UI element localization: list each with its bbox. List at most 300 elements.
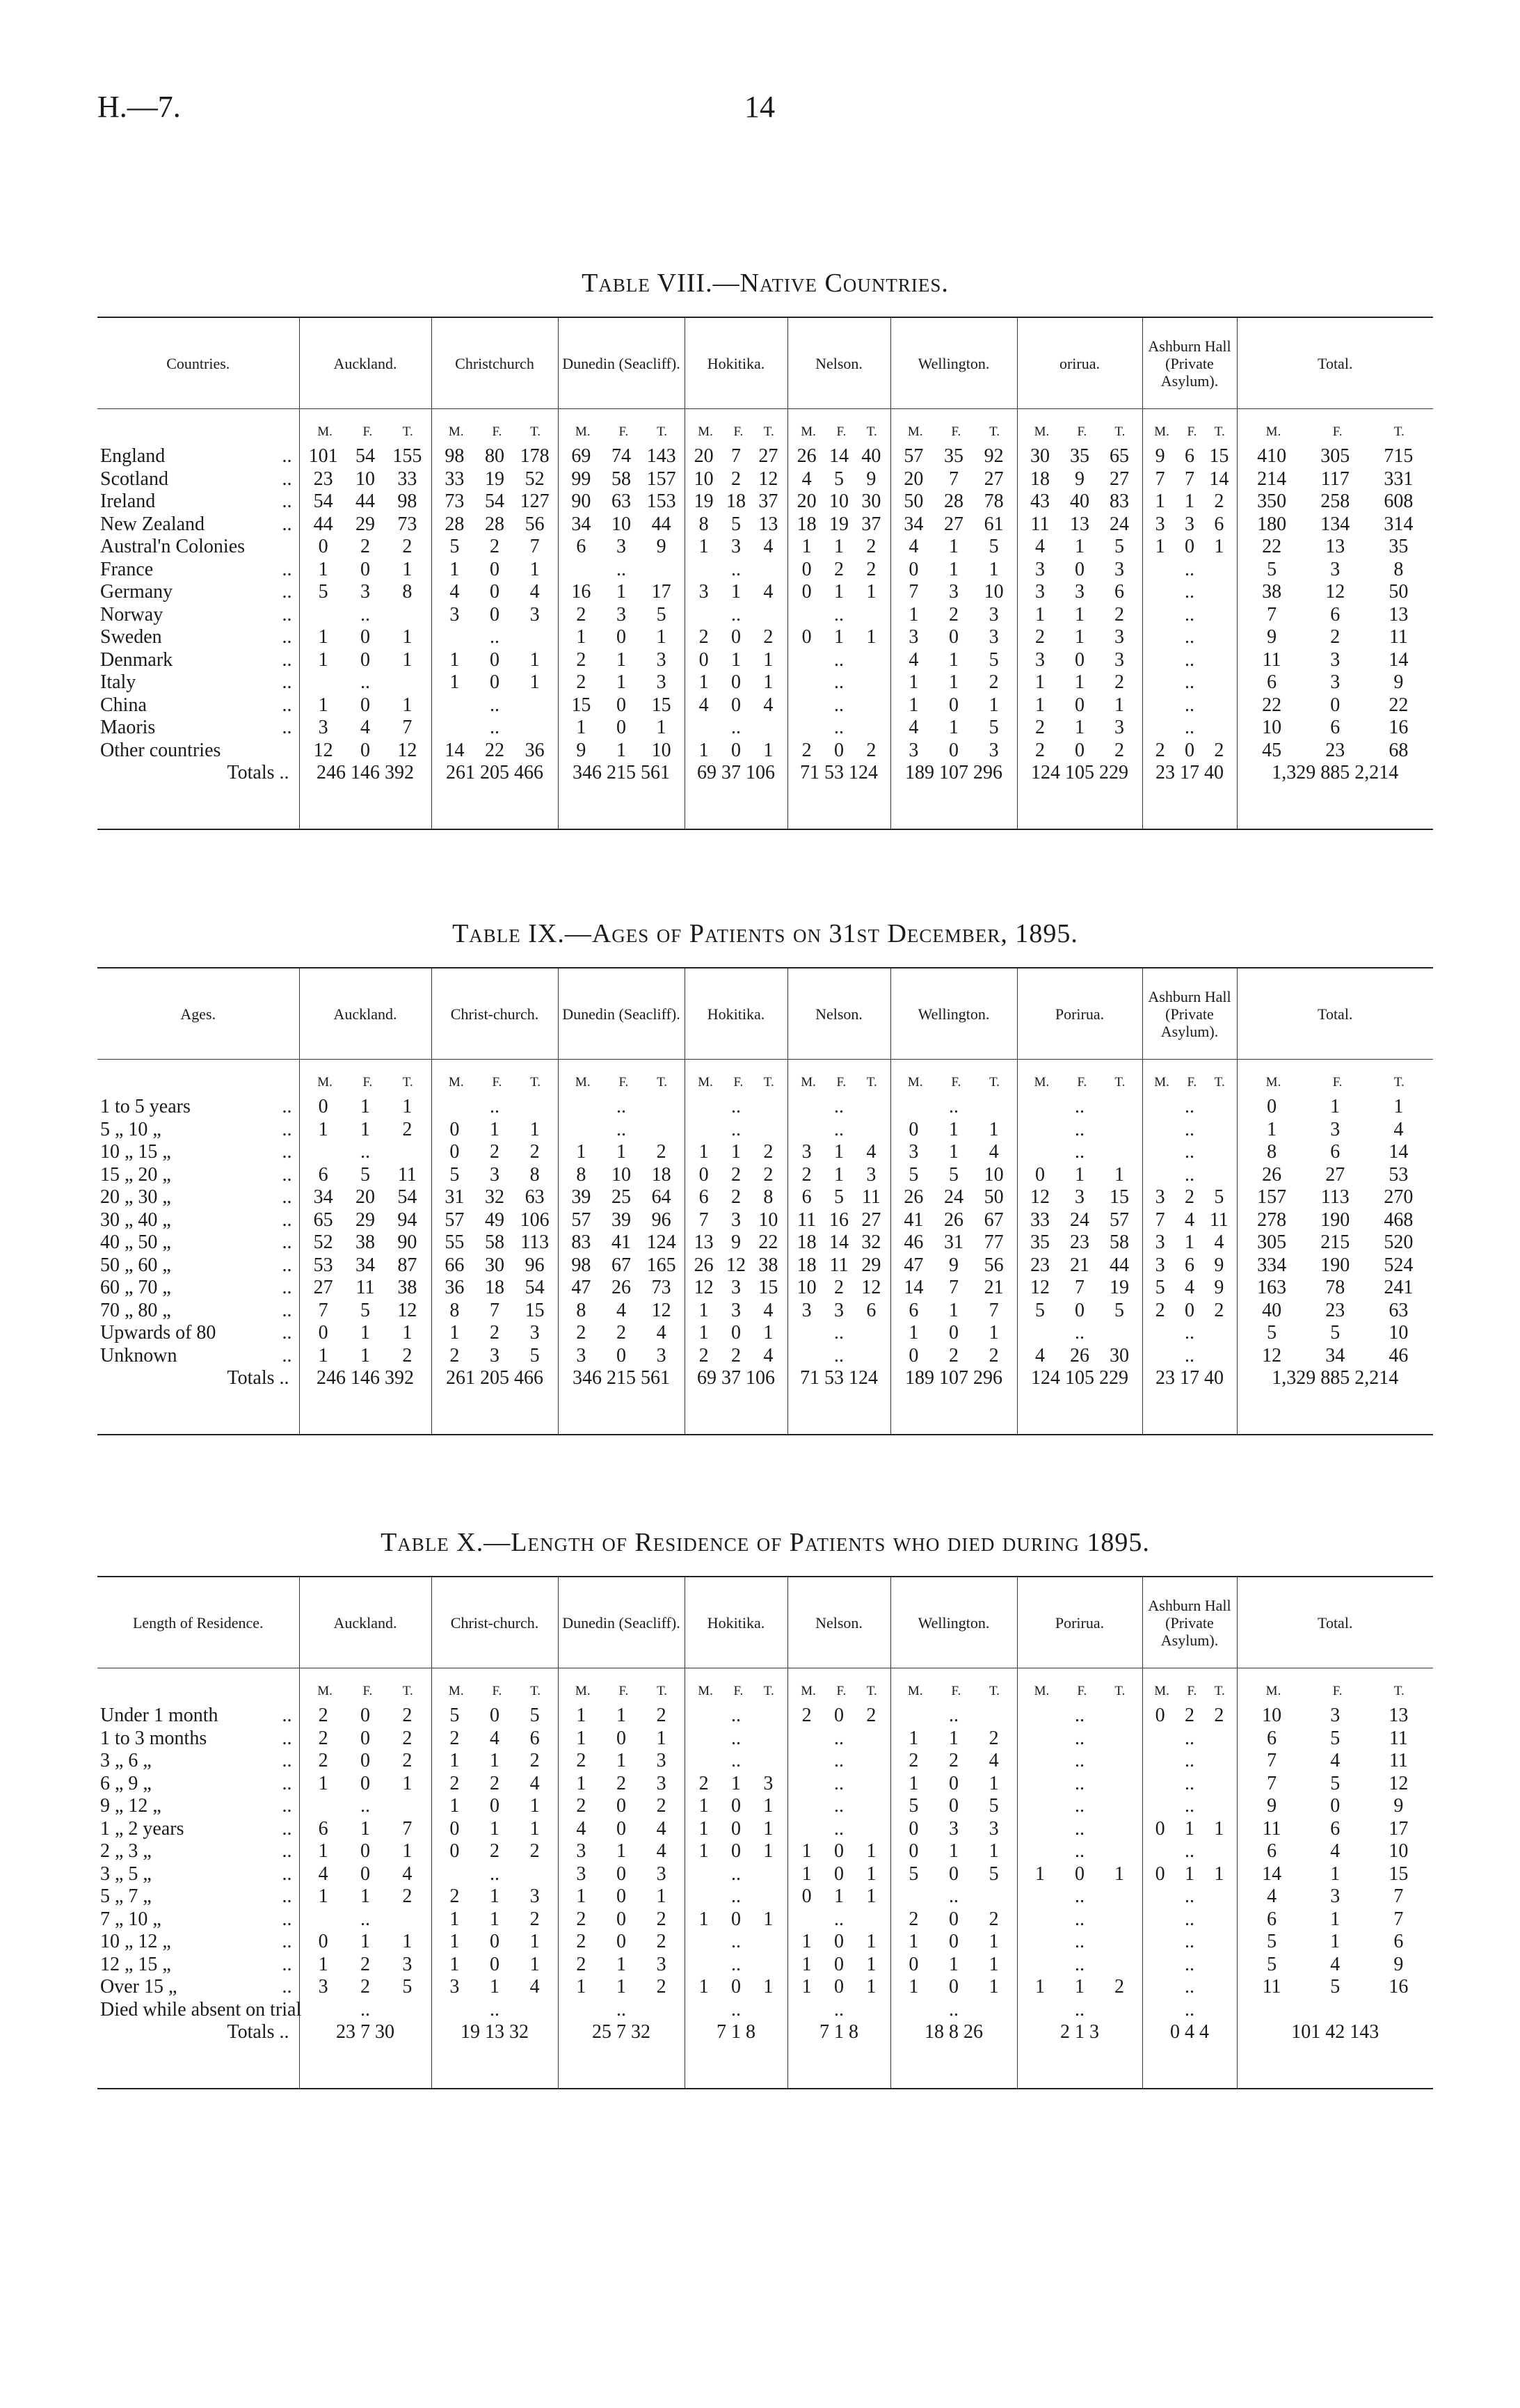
table-cell: 0 <box>490 1953 499 1975</box>
table-cell: 34 <box>355 1254 375 1276</box>
table-cell: 1 <box>698 1840 709 1862</box>
subheader: M. <box>698 424 713 439</box>
sex-subheaders <box>303 1668 429 1705</box>
table-cell: 15 <box>651 694 671 716</box>
row-label-text: Norway <box>100 603 163 625</box>
table-cell: 2 <box>656 1931 666 1952</box>
table-cell: 1 <box>763 1908 774 1930</box>
table-cell: 0 <box>360 626 370 648</box>
table-cell: 0 <box>616 626 626 648</box>
subheader: F. <box>1332 424 1343 439</box>
leader-dots: .. <box>282 1231 292 1253</box>
table-cell: 96 <box>525 1254 545 1276</box>
table-cell-group <box>791 694 888 717</box>
table-cell <box>688 1705 720 1728</box>
leader-dots: .. <box>282 694 292 716</box>
table-cell: 22 <box>1262 536 1282 557</box>
table-cell <box>1204 1999 1233 2022</box>
table-cell: 520 <box>1384 1231 1414 1253</box>
subheader: F. <box>618 424 629 439</box>
table-cell: 1 <box>1214 1863 1224 1885</box>
table-cell: 3 <box>909 626 919 648</box>
table-cell: 1 <box>989 1322 999 1343</box>
table-cell: 1 <box>576 626 586 648</box>
table-cell: 1 <box>616 648 626 671</box>
table-cell <box>791 1096 823 1119</box>
table-cell: 1 <box>698 1299 709 1321</box>
table-cell: 0 <box>1075 558 1085 580</box>
table-cell-group <box>1240 694 1431 717</box>
table-cell: 1 <box>490 1908 499 1930</box>
table-cell-group <box>303 649 429 672</box>
table-cell-group <box>1240 1908 1431 1931</box>
table-cell: 1 <box>529 1817 540 1840</box>
table-cell <box>752 1119 784 1142</box>
table-cell: 74 <box>611 445 631 467</box>
table-cell: 1 <box>402 1840 413 1862</box>
table-cell: 1 <box>1184 491 1194 512</box>
table-cell: 8 <box>698 513 709 535</box>
table-cell-group <box>894 1277 1014 1300</box>
leader-dots: .. <box>282 1209 292 1231</box>
table-cell: 3 <box>1035 558 1045 580</box>
table-cell: 0 <box>449 1118 460 1140</box>
table-cell <box>1204 1954 1233 1977</box>
table-cell-group <box>1240 1931 1431 1954</box>
table-cell <box>855 1908 887 1931</box>
table-cell <box>1021 1728 1060 1751</box>
table-cell: 87 <box>397 1254 417 1276</box>
table-cell: 2 <box>866 1705 877 1726</box>
table-cell: 1 <box>529 1118 540 1140</box>
subheader: M. <box>801 1075 816 1090</box>
table-cell: 1 <box>449 1322 460 1343</box>
row-label-text: China <box>100 694 147 716</box>
totals-cell: 23 7 30 <box>299 2021 431 2089</box>
table-cell: 1 <box>360 1344 370 1366</box>
table-cell-group <box>1240 1096 1431 1119</box>
table-cell <box>1146 694 1175 717</box>
table-cell <box>1100 1322 1139 1345</box>
table-cell: 2 <box>529 1840 540 1862</box>
table-cell-group <box>303 694 429 717</box>
table-cell: 3 <box>989 626 999 648</box>
table-cell: 1 <box>656 717 666 738</box>
totals-label-text: Totals <box>227 1367 275 1389</box>
column-header: Nelson. <box>787 968 890 1060</box>
table-cell: 1 <box>318 1885 328 1907</box>
leader-dots: .. <box>282 491 292 512</box>
table-cell-group <box>1146 1885 1234 1908</box>
table-cell: .. <box>490 717 499 738</box>
table-cell: 1 <box>576 717 586 738</box>
table-cell: 3 <box>989 739 999 761</box>
table-cell <box>894 1999 934 2022</box>
table-cell-group <box>791 626 888 649</box>
table-cell-group <box>303 581 429 604</box>
table-cell <box>435 717 475 740</box>
table-cell: 5 <box>360 1299 370 1321</box>
table-cell-group <box>688 717 785 740</box>
table-cell: 2 <box>1114 739 1124 761</box>
table-cell <box>1204 1141 1233 1164</box>
table-cell: 215 <box>1320 1231 1350 1253</box>
table-cell: 46 <box>904 1231 924 1253</box>
sex-subheaders <box>791 1668 888 1705</box>
table-cell-group <box>1240 491 1431 513</box>
table-cell-group <box>1240 740 1431 763</box>
table-cell: 5 <box>529 1344 540 1366</box>
table-cell: 0 <box>949 1863 959 1885</box>
table-cell <box>791 1728 823 1751</box>
table-cell: 1 <box>989 1976 999 1998</box>
table-cell: 0 <box>490 581 499 603</box>
table-cell: 1 <box>763 671 774 693</box>
table-cell-group <box>1146 1277 1234 1300</box>
table-cell: .. <box>1075 1885 1085 1907</box>
table-cell: 1 <box>909 1931 919 1952</box>
column-header: Porirua. <box>1017 1577 1142 1668</box>
table-cell: .. <box>1184 1976 1194 1998</box>
data-column <box>1237 1060 1433 1368</box>
table-cell: 0 <box>909 1840 919 1862</box>
table-cell: 8 <box>449 1299 460 1321</box>
table-cell: 3 <box>529 1322 540 1343</box>
table-cell: 80 <box>485 445 504 467</box>
row-label-text: 40 „ 50 „ <box>100 1231 171 1253</box>
table-cell: 12 <box>1030 1186 1050 1208</box>
table-cell: 18 <box>797 1231 817 1253</box>
table-cell-group <box>435 1119 555 1142</box>
table-cell: 3 <box>1330 1118 1341 1140</box>
table-cell-group <box>1146 626 1234 649</box>
table-cell: 1 <box>1075 603 1085 625</box>
table-cell: 113 <box>520 1231 550 1253</box>
table-cell-group <box>894 1908 1014 1931</box>
table-cell: .. <box>833 1727 844 1749</box>
table-cell-group <box>435 1818 555 1841</box>
table-cell: 2 <box>989 1908 999 1930</box>
table-cell: 4 <box>1035 1344 1045 1366</box>
table-cell <box>1100 1096 1139 1119</box>
table-cell-group <box>561 445 682 468</box>
table-cell: 0 <box>730 1976 741 1998</box>
table-cell-group <box>1146 1119 1234 1142</box>
table-cell: 1 <box>909 603 919 625</box>
table-cell: 10 <box>1389 1322 1409 1343</box>
table-cell: 54 <box>355 445 375 467</box>
table-cell: 2 <box>989 1727 999 1749</box>
table-cell <box>303 604 344 627</box>
table-cell: 5 <box>449 1705 460 1726</box>
table-cell-group <box>435 1773 555 1796</box>
subheader: T. <box>402 424 413 439</box>
table-cell: 0 <box>360 558 370 580</box>
totals-cell: 246 146 392 <box>299 762 431 829</box>
table-cell: 1 <box>616 1141 626 1163</box>
table-cell: .. <box>616 1096 626 1117</box>
table-cell <box>1146 1840 1175 1863</box>
row-label <box>100 1322 296 1345</box>
table-cell <box>752 1954 784 1977</box>
table-cell: 2 <box>730 1186 741 1208</box>
table-cell-group <box>1240 1863 1431 1886</box>
table-cell: 0 <box>833 1840 844 1862</box>
totals-cell: 246 146 392 <box>299 1367 431 1435</box>
table-cell <box>855 694 887 717</box>
sex-subheaders <box>1146 1668 1234 1705</box>
table-cell: 5 <box>1035 1299 1045 1321</box>
table-cell: 0 <box>1075 648 1085 671</box>
table-cell: 10 <box>611 1163 631 1186</box>
table-cell: 32 <box>861 1231 881 1253</box>
table-cell-group <box>894 536 1014 559</box>
table-cell: 305 <box>1257 1231 1287 1253</box>
table-cell-group <box>561 1141 682 1164</box>
table-cell: 2 <box>576 1795 586 1817</box>
table-cell-group <box>561 513 682 536</box>
table-cell <box>1204 604 1233 627</box>
subheader: F. <box>951 1075 961 1090</box>
data-column <box>1142 1668 1237 2022</box>
table-cell-group <box>1021 1750 1139 1773</box>
table-cell: .. <box>833 1322 844 1343</box>
table-cell: .. <box>730 1953 741 1975</box>
table-cell: 5 <box>1267 558 1277 580</box>
table-cell: 127 <box>520 491 550 512</box>
table-cell: 3 <box>656 648 666 671</box>
table-cell: 2 <box>1214 491 1224 512</box>
table-cell: 10 <box>1262 1705 1282 1726</box>
table-cell: 1 <box>529 1953 540 1975</box>
table-cell: 1 <box>490 1817 499 1840</box>
table-cell: 1 <box>949 1118 959 1140</box>
table-cell <box>974 1705 1014 1728</box>
table-cell: 5 <box>989 1795 999 1817</box>
table-cell-group <box>1240 1345 1431 1368</box>
table-cell <box>688 1885 720 1908</box>
table-cell: 1 <box>909 1772 919 1794</box>
table-cell-group <box>1146 717 1234 740</box>
subheader: M. <box>1154 1075 1169 1090</box>
table-cell: 5 <box>833 468 844 490</box>
table-cell: 0 <box>1330 694 1341 716</box>
column-header: Hokitika. <box>685 1577 787 1668</box>
table-cell <box>1021 1096 1060 1119</box>
table-cell-group <box>435 1254 555 1277</box>
table-cell: 2 <box>576 603 586 625</box>
table-cell: .. <box>1075 1817 1085 1840</box>
table-cell: 11 <box>1209 1209 1229 1231</box>
data-column <box>1017 409 1142 763</box>
table-cell: 3 <box>698 581 709 603</box>
sex-subheaders <box>688 1668 785 1705</box>
data-column <box>431 409 558 763</box>
table-cell-group <box>791 649 888 672</box>
leader-dots: .. <box>282 1186 292 1208</box>
table-cell: .. <box>490 694 499 716</box>
table-cell-group <box>894 468 1014 491</box>
table-cell-group <box>435 1931 555 1954</box>
table-cell: 1 <box>576 1141 586 1163</box>
table-cell-group <box>561 1119 682 1142</box>
table-cell: 1 <box>616 1705 626 1726</box>
table-cell: 2 <box>656 1795 666 1817</box>
table-cell: 27 <box>984 468 1004 490</box>
table-cell: 2 <box>909 1750 919 1771</box>
table-cell: 1 <box>490 1976 499 1998</box>
table-cell-group <box>688 1705 785 1728</box>
table-cell <box>855 649 887 672</box>
subheader: M. <box>1265 1684 1281 1698</box>
table-cell-group <box>561 694 682 717</box>
table-cell: 13 <box>758 513 778 535</box>
table-cell-group <box>1146 468 1234 491</box>
table-cell <box>688 1954 720 1977</box>
table-cell: 20 <box>694 445 714 467</box>
table-cell: .. <box>833 671 844 693</box>
subheader: T. <box>866 424 877 439</box>
table-cell: 1 <box>989 558 999 580</box>
table-cell: 1 <box>833 1141 844 1163</box>
table-cell: 2 <box>318 1727 328 1749</box>
table-cell <box>752 1096 784 1119</box>
table-cell: 26 <box>694 1254 714 1276</box>
table-cell: .. <box>360 671 370 693</box>
table-cell-group <box>561 1164 682 1187</box>
table-cell: 4 <box>989 1141 999 1163</box>
table-cell-group <box>1021 445 1139 468</box>
table-cell: 1 <box>1075 1163 1085 1186</box>
sex-subheaders <box>894 1060 1014 1096</box>
sex-subheaders <box>561 1060 682 1096</box>
table-cell: 4 <box>1267 1885 1277 1907</box>
subheader: M. <box>1265 1075 1281 1090</box>
table-cell: 4 <box>656 1817 666 1840</box>
table-cell-group <box>1240 1164 1431 1187</box>
table-cell <box>386 1999 428 2022</box>
table-cell: 4 <box>763 1344 774 1366</box>
table-cell: 39 <box>611 1209 631 1231</box>
table-cell: .. <box>949 1096 959 1117</box>
table-cell: 1 <box>1393 1096 1404 1117</box>
table-cell <box>1146 1885 1175 1908</box>
table-cell-group <box>688 581 785 604</box>
table-cell: 1 <box>989 1931 999 1952</box>
table-cell: 10 <box>1389 1840 1409 1862</box>
table-cell: 3 <box>866 1163 877 1186</box>
table-cell <box>1304 1999 1367 2022</box>
table-cell: 1 <box>402 1931 413 1952</box>
table-cell: 7 <box>1155 468 1165 490</box>
table-cell: 2 <box>449 1885 460 1907</box>
table-cell: 3 <box>1155 513 1165 535</box>
row-label <box>100 1998 302 2022</box>
table-cell: 7 <box>1184 468 1194 490</box>
table-cell-group <box>791 1908 888 1931</box>
table-cell: 2 <box>449 1727 460 1749</box>
leader-dots: .. <box>282 1885 292 1907</box>
table-cell: 4 <box>909 648 919 671</box>
table-cell <box>515 717 555 740</box>
table-cell-group <box>688 604 785 627</box>
table-cell: 14 <box>829 445 849 467</box>
subheader: M. <box>1034 1684 1050 1698</box>
subheader: M. <box>907 424 923 439</box>
table-cell <box>561 559 602 582</box>
table-cell-group <box>435 1231 555 1254</box>
table-cell: 1 <box>763 739 774 761</box>
table-cell: 2 <box>529 1750 540 1771</box>
table-cell: 1 <box>730 581 741 603</box>
table-cell: 12 <box>694 1277 714 1298</box>
table-cell: 0 <box>1184 536 1194 557</box>
table-cell-group <box>791 1705 888 1728</box>
table-cell: .. <box>833 603 844 625</box>
table-cell-group <box>688 1300 785 1323</box>
table-cell-group <box>1146 1750 1234 1773</box>
table-cell-group <box>1021 1795 1139 1818</box>
table-cell: 241 <box>1384 1277 1414 1298</box>
table-cell: 11 <box>1262 648 1281 671</box>
table-cell <box>1204 581 1233 604</box>
table-cell: 3 <box>1114 648 1124 671</box>
table-cell-group <box>791 1863 888 1886</box>
totals-cell: 1,329 885 2,214 <box>1272 762 1399 783</box>
table-cell: .. <box>833 1908 844 1930</box>
table-cell: 34 <box>571 513 591 535</box>
table-cell: 2 <box>698 626 709 648</box>
table-cell <box>641 1999 682 2022</box>
subheader: M. <box>1154 424 1169 439</box>
table-cell: 4 <box>360 717 370 738</box>
leader-dots: .. <box>282 1863 292 1885</box>
table-cell-group <box>435 1954 555 1977</box>
table-cell-group <box>1021 1119 1139 1142</box>
table-cell: 2 <box>318 1750 328 1771</box>
table-cell: 11 <box>1389 1727 1408 1749</box>
table-cell <box>1146 1908 1175 1931</box>
table-cell: 0 <box>449 1840 460 1862</box>
table-cell: 53 <box>313 1254 333 1276</box>
table-cell: 2 <box>763 1141 774 1163</box>
table-cell: 1 <box>698 536 709 557</box>
table-cell: 314 <box>1384 513 1414 535</box>
table-cell-group <box>688 1976 785 1999</box>
sex-subheaders <box>303 409 429 445</box>
table-cell <box>1146 1954 1175 1977</box>
table-cell-group <box>435 513 555 536</box>
table-cell: 52 <box>313 1231 333 1253</box>
table-cell: 25 <box>611 1186 631 1208</box>
table-cell-group <box>791 1885 888 1908</box>
totals-cell: 189 107 296 <box>890 1367 1017 1435</box>
table-cell: 6 <box>1267 1840 1277 1862</box>
table-cell: 1 <box>616 739 626 761</box>
table-cell: 94 <box>397 1209 417 1231</box>
table-cell: 1 <box>449 1795 460 1817</box>
subheader: F. <box>1187 1075 1197 1090</box>
table-cell: 3 <box>1114 558 1124 580</box>
data-column <box>787 1668 890 2022</box>
table-cell: 35 <box>1389 536 1409 557</box>
leader-dots: .. <box>282 671 292 693</box>
table-cell <box>1021 1818 1060 1841</box>
table-cell: 1 <box>1114 694 1124 716</box>
table-cell: 1 <box>529 1931 540 1952</box>
table-cell-group <box>1240 1277 1431 1300</box>
table-cell: 1 <box>909 694 919 716</box>
